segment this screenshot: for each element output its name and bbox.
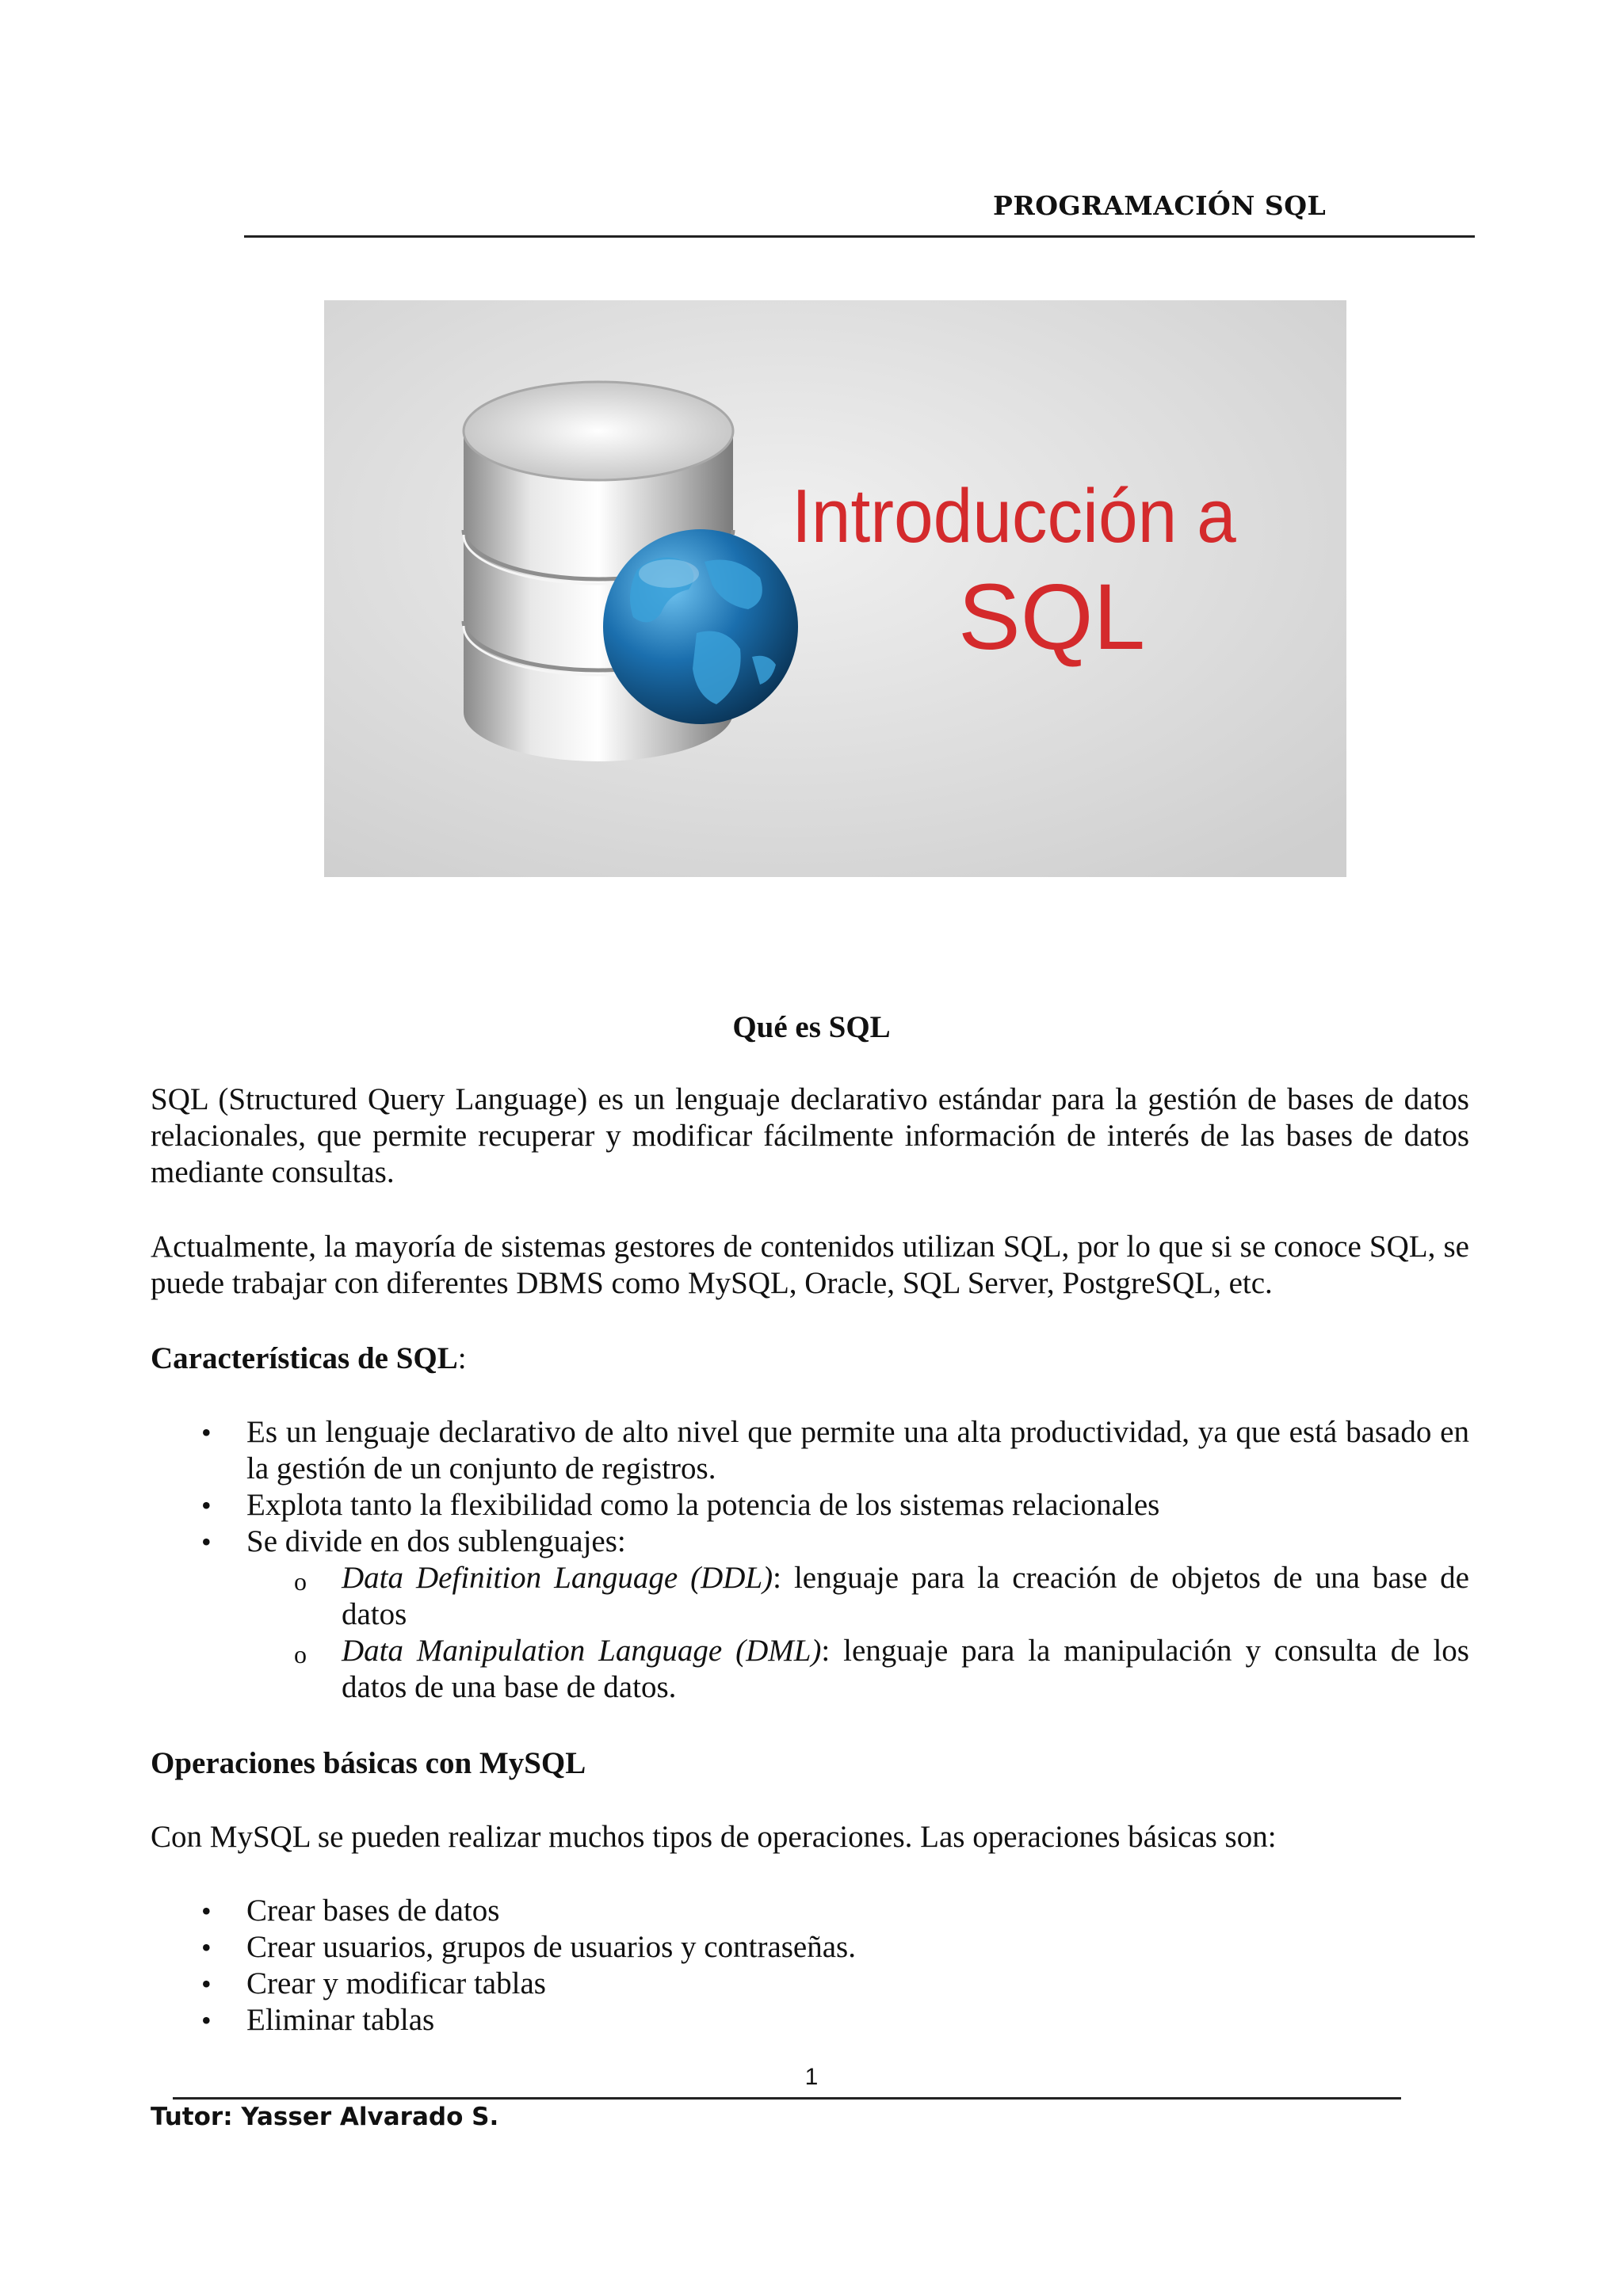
sublanguages-list bbox=[246, 1560, 1469, 1706]
list-item: o Data Manipulation Language (DML): lenguaje para la manipulación y consulta de los datos de una base de datos. bbox=[294, 1634, 1469, 1704]
list-item: • Crear bases de datos bbox=[201, 1894, 500, 1928]
list-item: • Crear usuarios, grupos de usuarios y contraseñas. bbox=[201, 1930, 856, 1964]
header-divider bbox=[244, 235, 1475, 238]
intro-paragraph: SQL (Structured Query Language) es un lenguaje declarativo estándar para la gestión de bases de datos relacionales, que permite recuperar y modificar fácilmente información de interés de las bases de datos mediante consultas. bbox=[151, 1082, 1469, 1189]
banner-title-line2: SQL bbox=[958, 565, 1146, 669]
operations-list bbox=[151, 1893, 1469, 2039]
list-item: • Explota tanto la flexibilidad como la potencia de los sistemas relacionales bbox=[201, 1488, 1160, 1522]
list-item: • Crear y modificar tablas bbox=[201, 1966, 546, 2000]
footer-tutor: Tutor: Yasser Alvarado S. bbox=[151, 2103, 499, 2131]
footer-divider bbox=[173, 2097, 1401, 2100]
list-item: • Eliminar tablas bbox=[201, 2003, 435, 2037]
banner-title-line1: Introducción a bbox=[792, 473, 1236, 559]
operations-intro: Con MySQL se pueden realizar muchos tipos de operaciones. Las operaciones básicas son: bbox=[151, 1820, 1277, 1854]
intro-sql-banner bbox=[324, 300, 1346, 877]
section-title: Qué es SQL bbox=[732, 1010, 891, 1044]
page-number: 1 bbox=[804, 2064, 819, 2090]
features-list bbox=[151, 1414, 1469, 1706]
header-title: PROGRAMACIÓN SQL bbox=[993, 190, 1327, 221]
list-item: o Data Definition Language (DDL): lenguaje para la creación de objetos de una base de datos bbox=[294, 1561, 1469, 1631]
list-item: • Se divide en dos sublenguajes: o Data Definition Language (DDL): lenguaje para la creación de objetos de una base de datos o Data Manipulation Language (DML): lenguaje para la manipulación y consulta de los datos de una base de datos. bbox=[201, 1524, 1469, 1704]
operations-heading: Operaciones básicas con MySQL bbox=[151, 1746, 586, 1780]
features-heading: Características de SQL: bbox=[151, 1341, 467, 1375]
list-item: • Es un lenguaje declarativo de alto nivel que permite una alta productividad, ya que está basado en la gestión de un conjunto de registros. bbox=[201, 1415, 1469, 1486]
globe-icon bbox=[603, 529, 798, 724]
dbms-paragraph: Actualmente, la mayoría de sistemas gestores de contenidos utilizan SQL, por lo que si se conoce SQL, se puede trabajar con diferentes DBMS como MySQL, Oracle, SQL Server, PostgreSQL, etc. bbox=[151, 1230, 1469, 1300]
